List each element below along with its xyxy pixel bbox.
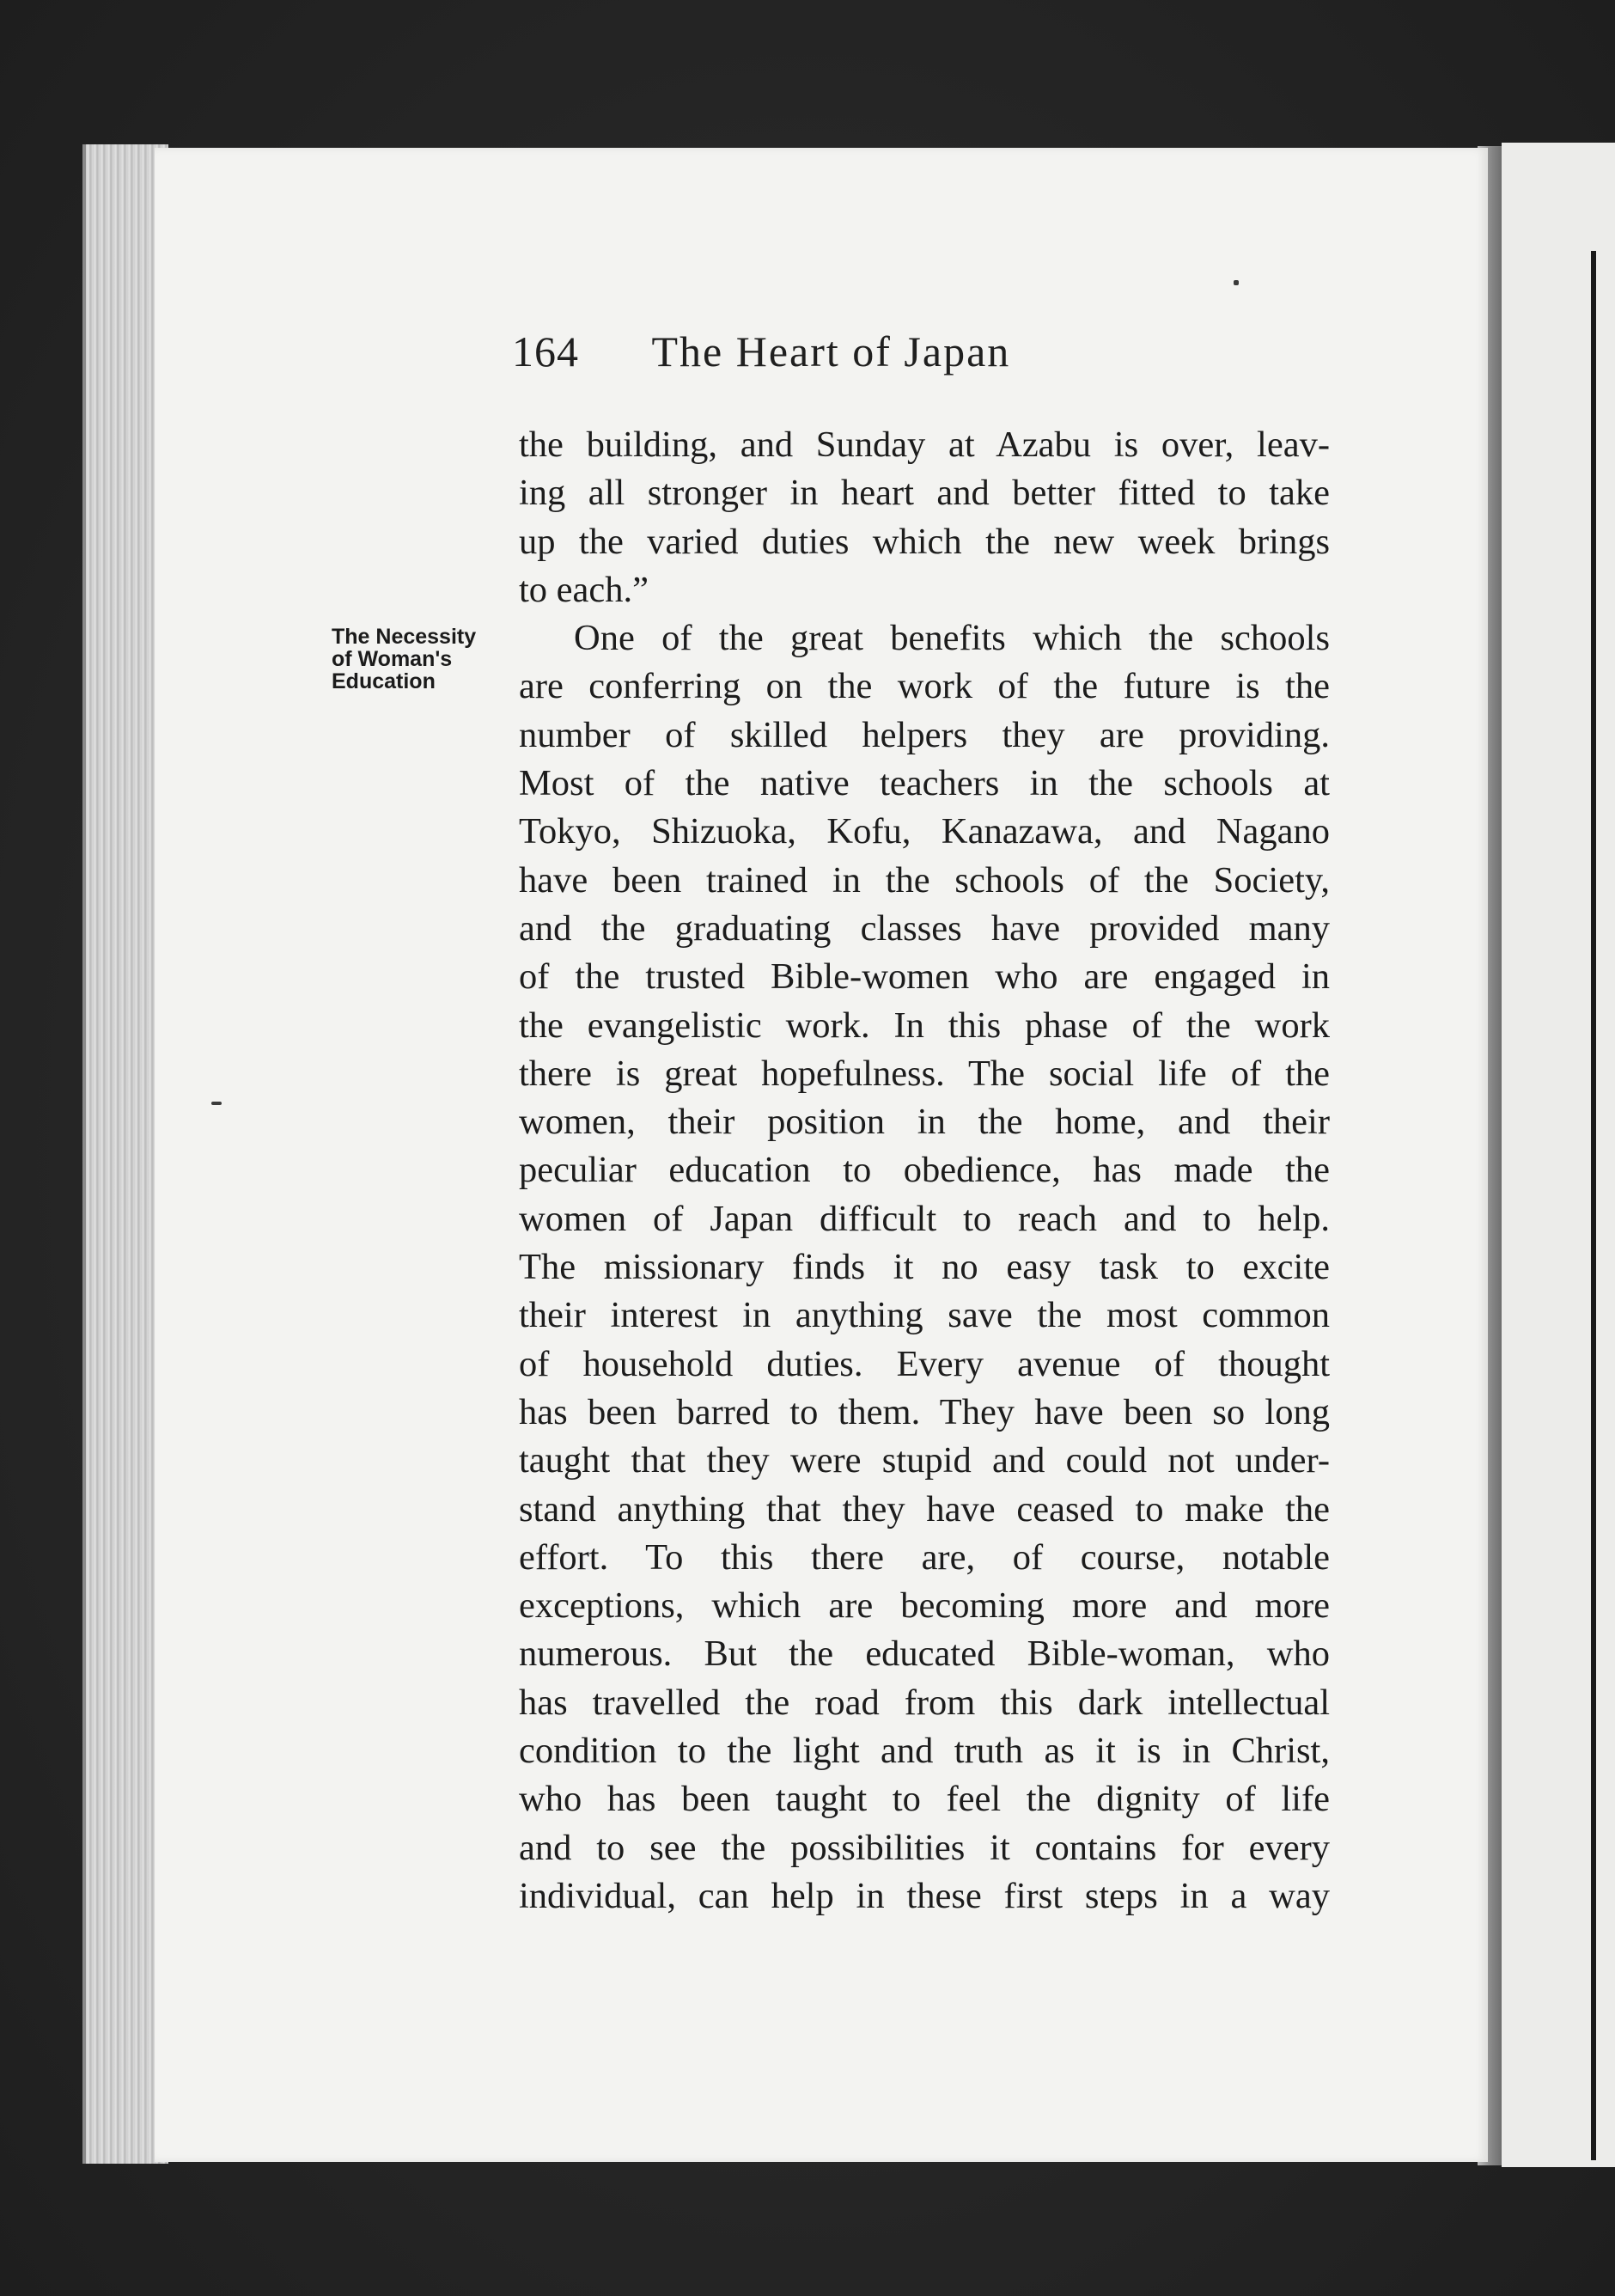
dust-speck	[211, 1102, 222, 1105]
text-line: peculiar education to obedience, has made the	[519, 1150, 1330, 1191]
text-line: effort. To this there are, of course, notable	[519, 1536, 1330, 1578]
text-line: taught that they were stupid and could not under-	[519, 1440, 1330, 1481]
text-line: are conferring on the work of the future is the	[519, 666, 1330, 707]
text-line: women, their position in the home, and their	[519, 1102, 1330, 1143]
text-line: number of skilled helpers they are providing.	[519, 714, 1330, 755]
sidenote-line: The Necessity	[332, 625, 477, 649]
text-line: has travelled the road from this dark intellectual	[519, 1682, 1330, 1723]
text-line: and to see the possibilities it contains for every	[519, 1827, 1330, 1868]
text-line: numerous. But the educated Bible-woman, who	[519, 1633, 1330, 1675]
text-line: and the graduating classes have provided many	[519, 907, 1330, 949]
text-line: their interest in anything save the most common	[519, 1295, 1330, 1336]
sidenote-line: of Woman's	[332, 647, 453, 671]
text-line: have been trained in the schools of the Society,	[519, 859, 1330, 901]
sidenote-line: Education	[332, 669, 436, 693]
text-line: stand anything that they have ceased to make the	[519, 1488, 1330, 1530]
text-line: there is great hopefulness. The social life of the	[519, 1053, 1330, 1094]
text-line: individual, can help in these first steps in a way	[519, 1875, 1330, 1916]
page-number: 164	[512, 327, 579, 376]
text-line: up the varied duties which the new week brings	[519, 521, 1330, 562]
text-line: the evangelistic work. In this phase of the work	[519, 1004, 1330, 1046]
text-line: The missionary finds it no easy task to excite	[519, 1247, 1330, 1288]
margin-sidenote	[332, 626, 521, 693]
facing-page-border	[1591, 251, 1596, 2160]
text-line: Tokyo, Shizuoka, Kofu, Kanazawa, and Nagano	[519, 811, 1330, 852]
text-line: to each.”	[519, 569, 649, 610]
facing-page	[1502, 143, 1615, 2167]
text-line: has been barred to them. They have been so long	[519, 1391, 1330, 1432]
dust-speck	[1234, 280, 1239, 285]
text-line: condition to the light and truth as it is in Christ,	[519, 1731, 1330, 1772]
text-line: women of Japan difficult to reach and to help.	[519, 1198, 1330, 1239]
text-line: ing all stronger in heart and better fitted to take	[519, 473, 1330, 514]
text-line: of the trusted Bible-women who are engaged in	[519, 956, 1330, 998]
text-line: the building, and Sunday at Azabu is over, leav-	[519, 424, 1330, 465]
text-line: exceptions, which are becoming more and more	[519, 1585, 1330, 1627]
running-head	[512, 327, 1199, 395]
text-line: who has been taught to feel the dignity of life	[519, 1779, 1330, 1820]
body-text	[519, 421, 1330, 1920]
text-line: of household duties. Every avenue of thought	[519, 1343, 1330, 1384]
text-line: One of the great benefits which the schools	[574, 618, 1330, 659]
book-title: The Heart of Japan	[651, 327, 1011, 376]
text-line: Most of the native teachers in the schools at	[519, 763, 1330, 804]
